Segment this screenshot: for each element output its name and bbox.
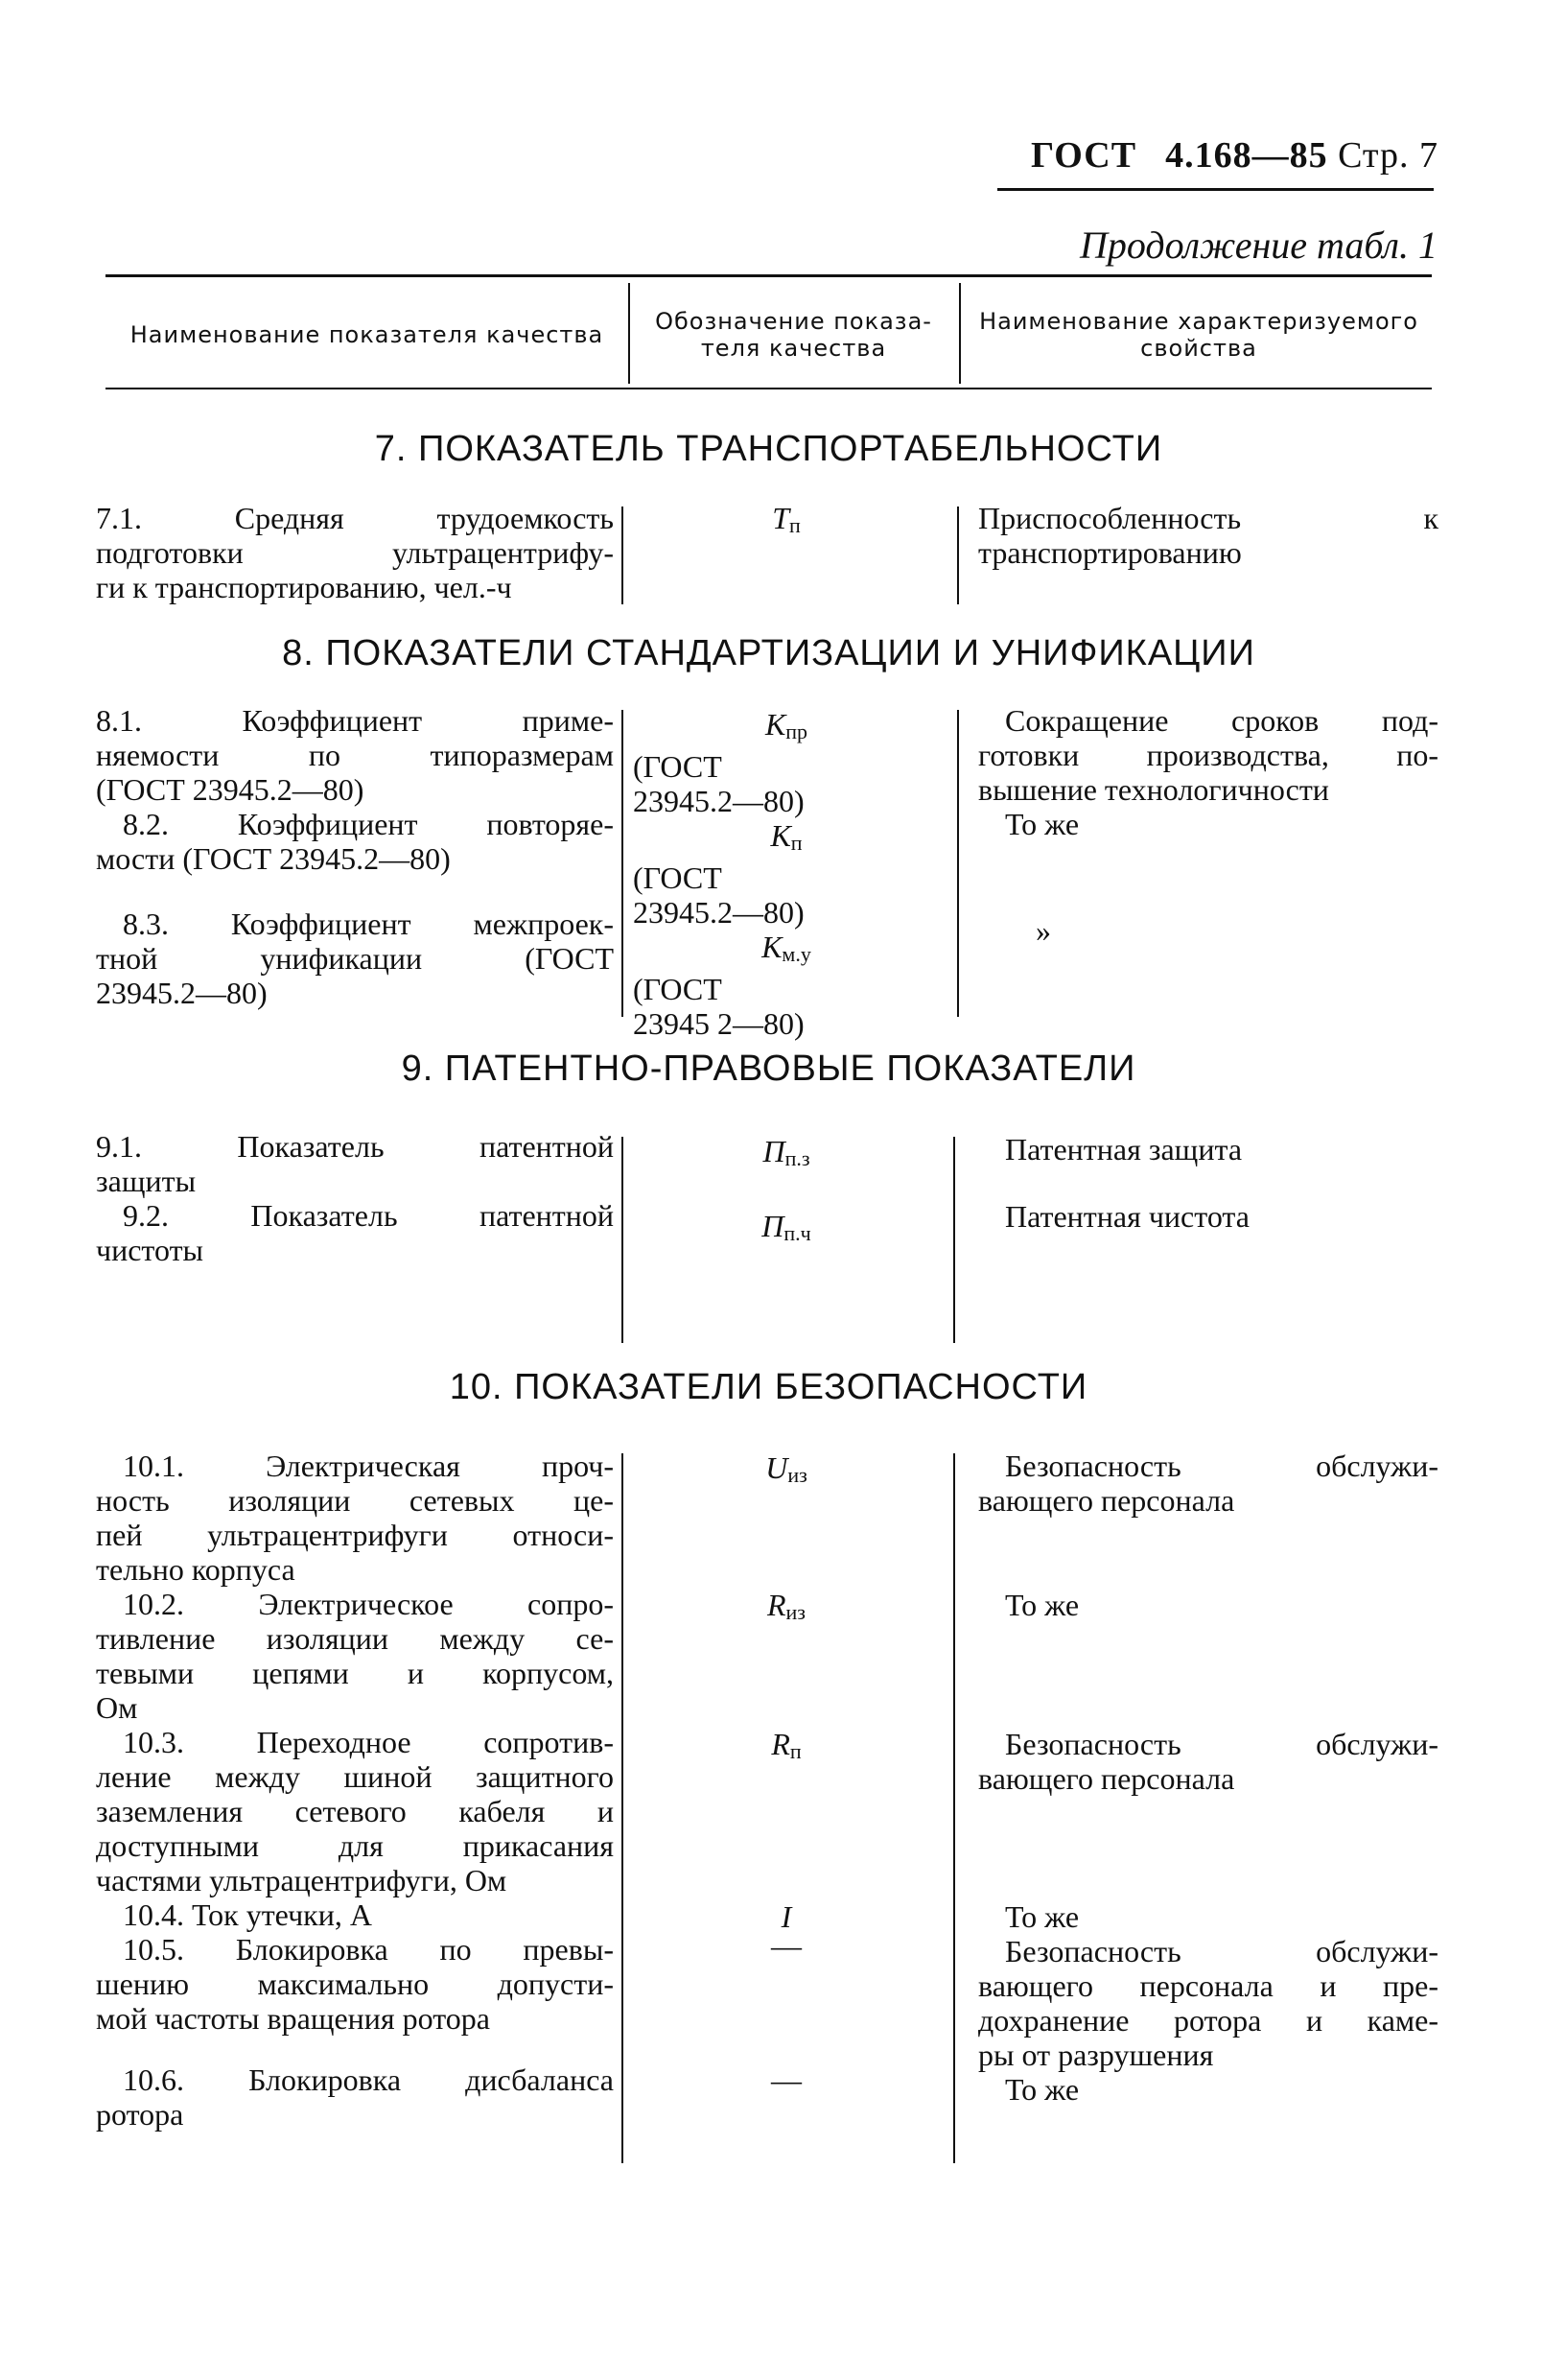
characterized-property: То же <box>1005 1588 1080 1622</box>
page-header <box>959 134 1438 177</box>
gost-label: ГОСТ <box>1031 135 1137 176</box>
column-header-property: Наименование характеризуемого свойства <box>979 308 1418 362</box>
characterized-property: Приспособленность к транспортированию <box>978 501 1438 570</box>
continuation-label: Продолжение табл. 1 <box>1079 224 1438 267</box>
characterized-property: » <box>1036 913 1051 948</box>
section-title: 7. ПОКАЗАТЕЛЬ ТРАНСПОРТАБЕЛЬНОСТИ <box>374 429 1163 469</box>
page-number: Стр. 7 <box>1338 135 1438 176</box>
quality-indicator-name: 10.6. Блокировка дисбаланса ротора <box>96 2062 614 2132</box>
indicator-symbol: Тп <box>772 501 801 537</box>
quality-indicator-name: 7.1. Средняя трудоемкость подготовки ультрацентрифу- ги к транспортированию, чел.-ч <box>96 501 614 604</box>
characterized-property: Безопасность обслужи- вающего персонала <box>978 1449 1438 1518</box>
characterized-property: То же Безопасность обслужи- вающего персонала и пре- дохранение ротора и каме- ры от разрушения То же <box>978 1899 1438 2107</box>
section-title: 9. ПАТЕНТНО-ПРАВОВЫЕ ПОКАЗАТЕЛИ <box>401 1049 1136 1089</box>
characterized-property: Безопасность обслужи- вающего персонала <box>978 1727 1438 1796</box>
quality-indicator-name: 10.1. Электрическая проч- ность изоляции сетевых це- пей ультрацентрифуги относи- тельно корпуса 10.2. Электрическое сопро- тивление изоляции между се- тевыми цепями и корпусом, Ом 10.3. Переходное сопротив- ление между шиной защитного заземления сетевого кабеля и доступными для прикасания частями ультрацентрифуги, Ом 10.4. Ток утечки, А 10.5. Блокировка по превы- шению максимально допусти- мой частоты вращения ротора <box>96 1449 614 2036</box>
column-divider <box>621 1137 623 1343</box>
quality-indicator-name: 8.1. Коэффициент приме- няемости по типоразмерам (ГОСТ 23945.2—80) 8.2. Коэффициент повторяе- мости (ГОСТ 23945.2—80) <box>96 703 614 876</box>
header-divider-1 <box>628 283 630 384</box>
header-underline <box>997 188 1434 191</box>
indicator-symbol: Пп.з Пп.ч <box>761 1134 811 1245</box>
characterized-property: Сокращение сроков под- готовки производства, по- вышение технологичности То же <box>978 703 1438 841</box>
quality-indicator-name: 9.1. Показатель патентной защиты 9.2. Показатель патентной чистоты <box>96 1129 614 1267</box>
header-divider-2 <box>959 283 961 384</box>
indicator-symbol: Rиз <box>766 1588 806 1624</box>
column-divider <box>621 1453 623 2163</box>
column-divider <box>621 710 623 1017</box>
table-head-rule <box>105 388 1432 389</box>
gost-number: 4.168—85 <box>1165 135 1328 176</box>
column-divider <box>953 1453 955 2163</box>
column-divider <box>953 1137 955 1343</box>
indicator-symbol: I <box>781 1899 792 1934</box>
indicator-symbol: — <box>771 1928 802 1963</box>
quality-indicator-name: 8.3. Коэффициент межпроек- тной унификации (ГОСТ 23945.2—80) <box>96 907 614 1010</box>
characterized-property: Патентная защита Патентная чистота <box>1005 1132 1250 1234</box>
column-header-name: Наименование показателя качества <box>129 321 604 349</box>
table-top-rule <box>105 274 1432 277</box>
column-header-symbol: Обозначение показа-теля качества <box>655 308 932 362</box>
section-title: 8. ПОКАЗАТЕЛИ СТАНДАРТИЗАЦИИ И УНИФИКАЦИИ <box>282 633 1255 673</box>
indicator-symbol: — <box>771 2062 802 2097</box>
section-title: 10. ПОКАЗАТЕЛИ БЕЗОПАСНОСТИ <box>449 1367 1088 1407</box>
column-divider <box>621 507 623 604</box>
indicator-symbol: Кпр (ГОСТ 23945.2—80) Кп (ГОСТ 23945.2—80) Км.у (ГОСТ 23945 2—80) <box>633 707 811 1041</box>
column-divider <box>957 710 959 1017</box>
indicator-symbol: Uиз <box>765 1450 807 1487</box>
indicator-symbol: Rп <box>771 1727 802 1763</box>
column-divider <box>957 507 959 604</box>
